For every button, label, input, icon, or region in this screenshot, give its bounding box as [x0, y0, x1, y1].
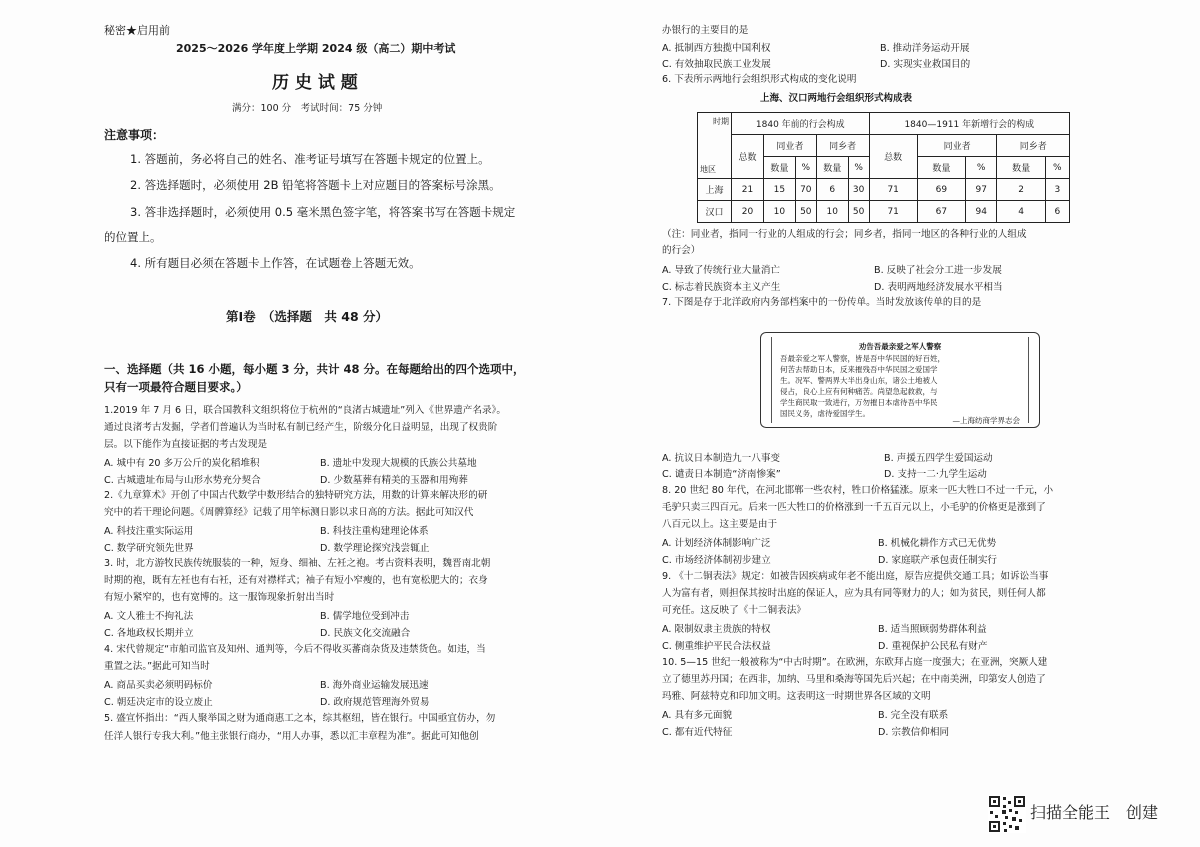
q2-option-d[interactable]: D. 数学理论探究浅尝辄止: [320, 543, 430, 554]
leaflet-line: 侵占，良心上应有何种痛苦。尚望急起救救，与: [780, 387, 938, 396]
table-pct-h: %: [848, 157, 869, 179]
table-corner: [698, 113, 732, 179]
leaflet-line: 生。况军、警两界大半出身山东，诸公土地被人: [780, 376, 938, 385]
table-sametown-2: 同乡者: [997, 135, 1070, 157]
table-cell: 6: [1045, 201, 1069, 223]
q10-option-b[interactable]: B. 完全没有联系: [878, 710, 949, 721]
q6-note-2: 的行会）: [662, 245, 701, 256]
q6-option-c[interactable]: C. 标志着民族资本主义产生: [662, 282, 781, 293]
table-total-2: 总数: [869, 135, 917, 179]
leaflet-frame: [771, 337, 1029, 423]
q3-option-b[interactable]: B. 儒学地位受到冲击: [320, 611, 410, 622]
table-cell: 6: [816, 179, 848, 201]
exam-meta: 满分：100 分 考试时间：75 分钟: [232, 103, 383, 114]
notice-item-1: 1. 答题前，务必将自己的姓名、准考证号填写在答题卡规定的位置上。: [130, 152, 490, 166]
notice-item-3-cont: 的位置上。: [104, 230, 162, 244]
q10-option-d[interactable]: D. 宗教信仰相同: [878, 727, 950, 738]
q9-option-d[interactable]: D. 重视保护公民私有财产: [878, 641, 988, 652]
table-cell: 67: [917, 201, 965, 223]
q9-stem-3: 可充任。这反映了《十二铜表法》: [662, 605, 806, 616]
qr-code-icon: [988, 795, 1026, 833]
q5-option-a[interactable]: A. 抵制西方独揽中国利权: [662, 43, 771, 54]
q3-stem-3: 有短小紧窄的，也有宽博的。这一服饰现象折射出当时: [104, 592, 335, 603]
table-cell: 94: [965, 201, 997, 223]
q10-stem-3: 玛雅、阿兹特克和印加文明。这表明这一时期世界各区域的文明: [662, 691, 931, 702]
q7-option-a[interactable]: A. 抗议日本制造九一八事变: [662, 453, 781, 464]
table-pct-h: %: [965, 157, 997, 179]
q2-option-c[interactable]: C. 数学研究领先世界: [104, 543, 194, 554]
q1-option-a[interactable]: A. 城中有 20 多万公斤的炭化稻堆积: [104, 458, 260, 469]
table-cell: 4: [997, 201, 1045, 223]
q9-option-b[interactable]: B. 适当照顾弱势群体利益: [878, 624, 987, 635]
q4-option-d[interactable]: D. 政府规范管理海外贸易: [320, 697, 430, 708]
q7-option-c[interactable]: C. 谴责日本制造“济南惨案”: [662, 469, 781, 480]
table-sametown-1: 同乡者: [816, 135, 869, 157]
table-period2: 1840—1911 年新增行会的构成: [869, 113, 1069, 135]
q5-stem-3: 办银行的主要目的是: [662, 25, 749, 36]
q8-option-c[interactable]: C. 市场经济体制初步建立: [662, 555, 771, 566]
table-region: 汉口: [698, 201, 732, 223]
q3-option-a[interactable]: A. 文人雅士不拘礼法: [104, 611, 194, 622]
leaflet-sign: —上海纺商学界志会: [952, 416, 1020, 425]
leaflet-line: 何苦去帮助日本，反来摧残吾中华民国之爱国学: [780, 365, 938, 374]
notice-item-4: 4. 所有题目必须在答题卡上作答，在试题卷上答题无效。: [130, 256, 421, 270]
section-intro: 一、选择题（共 16 小题，每小题 3 分，共计 48 分。在每题给出的四个选项中，: [104, 362, 525, 376]
leaflet-line: 国民义务，虐待爱国学生。: [780, 409, 870, 418]
q3-option-d[interactable]: D. 民族文化交流融合: [320, 628, 411, 639]
scanner-watermark: 扫描全能王 创建: [1030, 803, 1159, 822]
q5-stem-1: 5. 盛宣怀指出：“西人聚举国之财为通商惠工之本，综其枢纽，皆在银行。中国亟宜仿办，勿: [104, 713, 496, 724]
q3-option-c[interactable]: C. 各地政权长期并立: [104, 628, 194, 639]
table-cell: 30: [848, 179, 869, 201]
q10-stem-1: 10. 5—15 世纪一般被称为“中古时期”。在欧洲，东欧拜占庭一度强大；在亚洲，突厥人建: [662, 657, 1048, 668]
notice-title: 注意事项：: [104, 128, 165, 142]
table-count-h: 数量: [763, 157, 795, 179]
leaflet-line: 吾最亲爱之军人警察，皆是吾中华民国的好百姓，: [780, 354, 945, 363]
table-corner-period: 时期: [713, 117, 729, 126]
q4-option-a[interactable]: A. 商品买卖必须明码标价: [104, 680, 213, 691]
guild-table: [697, 112, 1070, 223]
table-region: 上海: [698, 179, 732, 201]
q4-stem-1: 4. 宋代曾规定“市舶司监官及知州、通判等，今后不得收买蕃商杂货及违禁货色。如违，当: [104, 644, 486, 655]
table-corner-region: 地区: [700, 165, 716, 174]
q7-option-b[interactable]: B. 声援五四学生爱国运动: [884, 453, 993, 464]
q3-stem-2: 时期的袍，既有左衽也有右衽，还有对襟样式；袖子有短小窄瘦的，也有宽松肥大的；衣身: [104, 575, 488, 586]
q7-stem: 7. 下图是存于北洋政府内务部档案中的一份传单。当时发放该传单的目的是: [662, 297, 982, 308]
table-count-h: 数量: [917, 157, 965, 179]
leaflet-image: [760, 332, 1040, 428]
q1-option-b[interactable]: B. 遗址中发现大规模的氏族公共墓地: [320, 458, 477, 469]
q10-option-c[interactable]: C. 都有近代特征: [662, 727, 733, 738]
table-sametrade-2: 同业者: [917, 135, 997, 157]
q5-option-c[interactable]: C. 有效抽取民族工业发展: [662, 59, 771, 70]
table-cell: 70: [795, 179, 816, 201]
q3-stem-1: 3. 时，北方游牧民族传统服装的一种，短身、细袖、左衽之袍。考古资料表明，魏晋南北朝: [104, 558, 491, 569]
q7-option-d[interactable]: D. 支持一二·九学生运动: [884, 469, 987, 480]
q4-option-b[interactable]: B. 海外商业运输发展迅速: [320, 680, 429, 691]
q5-option-b[interactable]: B. 推动洋务运动开展: [880, 43, 970, 54]
leaflet-line: 学生商民取一致进行，万勿摧日本虐待吾中华民: [780, 398, 938, 407]
table-cell: 15: [763, 179, 795, 201]
table-cell: 21: [732, 179, 764, 201]
q2-stem-1: 2.《九章算术》开创了中国古代数学中数形结合的独特研究方法，用数的计算来解决形的研: [104, 490, 488, 501]
q2-stem-2: 究中的若干理论问题。《周髀算经》记载了用竿标测日影以求日高的方法。据此可知汉代: [104, 507, 474, 518]
section-intro-cont: 只有一项最符合题目要求。）: [104, 380, 248, 394]
table-pct-h: %: [1045, 157, 1069, 179]
q9-option-c[interactable]: C. 侧重维护平民合法权益: [662, 641, 771, 652]
q2-option-a[interactable]: A. 科技注重实际运用: [104, 526, 194, 537]
table-cell: 97: [965, 179, 997, 201]
q6-option-d[interactable]: D. 表明两地经济发展水平相当: [874, 282, 1003, 293]
q8-option-d[interactable]: D. 家庭联产承包责任制实行: [878, 555, 998, 566]
table-cell: 50: [795, 201, 816, 223]
q8-option-b[interactable]: B. 机械化耕作方式已无优势: [878, 538, 997, 549]
q9-stem-1: 9. 《十二铜表法》规定：如被告因疾病或年老不能出庭，原告应提供交通工具；如诉讼当事: [662, 571, 1049, 582]
table-cell: 71: [869, 201, 917, 223]
q1-option-d[interactable]: D. 少数墓葬有精美的玉器和用殉葬: [320, 475, 468, 486]
exam-title: 2025～2026 学年度上学期 2024 级（高二）期中考试: [176, 42, 456, 55]
q1-option-c[interactable]: C. 古城遗址布局与山形水势充分契合: [104, 475, 261, 486]
q2-option-b[interactable]: B. 科技注重构建理论体系: [320, 526, 429, 537]
q10-stem-2: 立了德里苏丹国；在西非，加纳、马里和桑海等国先后兴起；在中南美洲，印第安人创造了: [662, 674, 1046, 685]
q1-stem-1: 1.2019 年 7 月 6 日，联合国教科文组织将位于杭州的“良渚古城遗址”列入《世界遗产名录》。: [104, 405, 506, 416]
leaflet-title: 劝告吾最亲爱之军人警察: [858, 342, 942, 351]
notice-item-2: 2. 答选择题时，必须使用 2B 铅笔将答题卡上对应题目的答案标号涂黑。: [130, 178, 501, 192]
q6-note-1: （注：同业者，指同一行业的人组成的行会；同乡者，指同一地区的各种行业的人组成: [662, 229, 1027, 240]
table-cell: 50: [848, 201, 869, 223]
q8-stem-3: 八百元以上。这主要是由于: [662, 519, 778, 530]
table-row-shanghai: [698, 179, 1070, 201]
table-row-hankou: [698, 201, 1070, 223]
q10-option-a[interactable]: A. 具有多元面貌: [662, 710, 733, 721]
table-total-1: 总数: [732, 135, 764, 179]
table-cell: 20: [732, 201, 764, 223]
table-cell: 10: [816, 201, 848, 223]
secret-label: 秘密★启用前: [104, 24, 170, 37]
q4-option-c[interactable]: C. 朝廷决定市的设立废止: [104, 697, 213, 708]
table-count-h: 数量: [816, 157, 848, 179]
q9-stem-2: 人为富有者，则担保其按时出庭的保证人，应为具有同等财力的人；如为贫民，则任何人都: [662, 588, 1046, 599]
q4-stem-2: 重置之法。”据此可知当时: [104, 661, 210, 672]
subject-title: 历 史 试 题: [272, 73, 358, 93]
table-cell: 71: [869, 179, 917, 201]
notice-item-3: 3. 答非选择题时，必须使用 0.5 毫米黑色签字笔，将答案书写在答题卡规定: [130, 205, 516, 219]
q8-option-a[interactable]: A. 计划经济体制影响广泛: [662, 538, 771, 549]
q9-option-a[interactable]: A. 限制奴隶主贵族的特权: [662, 624, 771, 635]
table-count-h: 数量: [997, 157, 1045, 179]
table-cell: 3: [1045, 179, 1069, 201]
table-caption: 上海、汉口两地行会组织形式构成表: [760, 93, 913, 104]
table-period1: 1840 年前的行会构成: [732, 113, 870, 135]
table-cell: 10: [763, 201, 795, 223]
section-title: 第Ⅰ卷 （选择题 共 48 分）: [226, 309, 389, 324]
q8-stem-1: 8. 20 世纪 80 年代，在河北邯郸一些农村，牲口价格猛涨。原来一匹大牲口不过一千元，小: [662, 485, 1054, 496]
table-cell: 2: [997, 179, 1045, 201]
q6-option-b[interactable]: B. 反映了社会分工进一步发展: [874, 265, 1002, 276]
q8-stem-2: 毛驴只卖三四百元。后来一匹大牲口的价格涨到一千五百元以上，小毛驴的价格更是涨到了: [662, 502, 1046, 513]
q6-option-a[interactable]: A. 导致了传统行业大量消亡: [662, 265, 781, 276]
q1-stem-3: 层。以下能作为直接证据的考古发现是: [104, 439, 268, 450]
table-pct-h: %: [795, 157, 816, 179]
q6-stem: 6. 下表所示两地行会组织形式构成的变化说明: [662, 74, 857, 85]
q1-stem-2: 通过良渚考古发掘，学者们普遍认为当时私有制已经产生，阶级分化日益明显，出现了权贵阶: [104, 422, 498, 433]
q5-option-d[interactable]: D. 实现实业救国目的: [880, 59, 971, 70]
table-cell: 69: [917, 179, 965, 201]
q5-stem-2: 任洋人银行专我大利。”他主张银行商办，“用人办事，悉以汇丰章程为准”。据此可知他创: [104, 731, 479, 742]
table-sametrade-1: 同业者: [763, 135, 816, 157]
